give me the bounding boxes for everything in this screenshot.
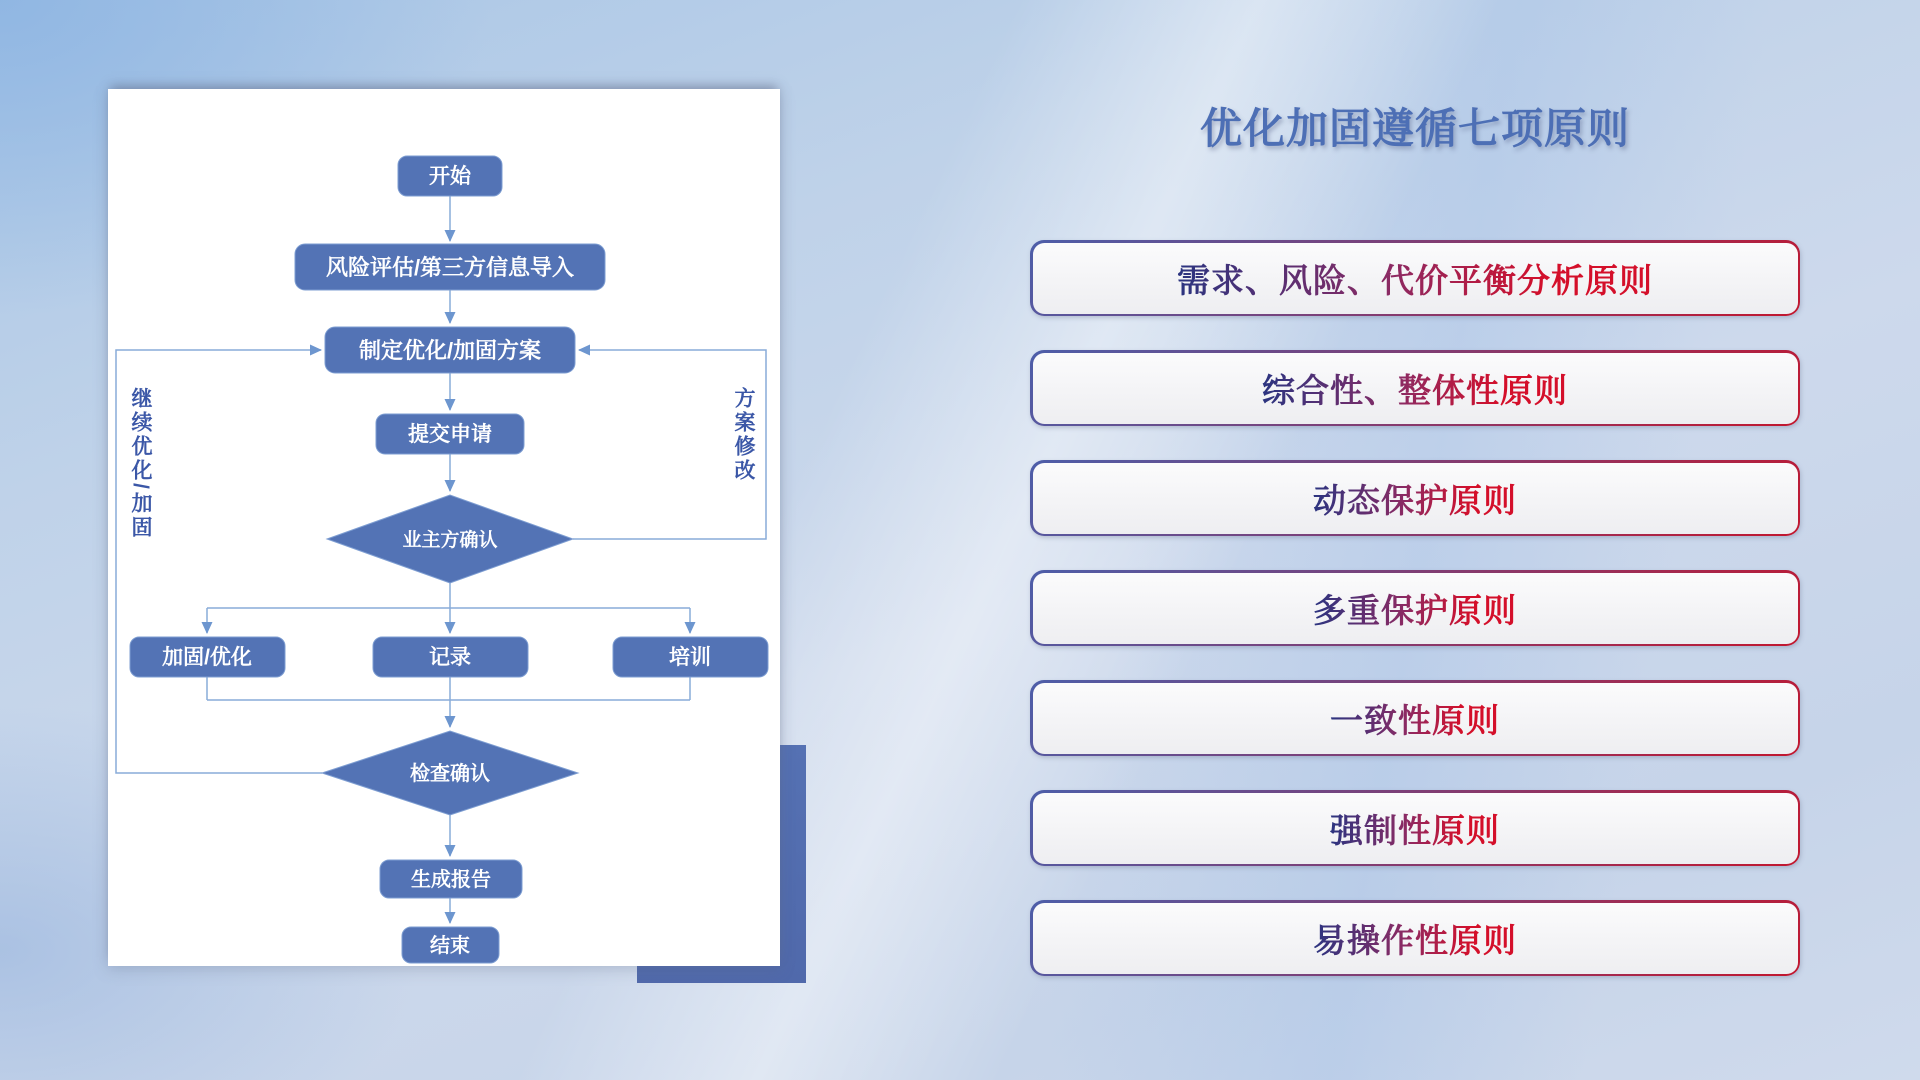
node-start-label: 开始 bbox=[429, 165, 471, 188]
flowchart bbox=[108, 89, 780, 966]
node-training-label: 培训 bbox=[669, 646, 711, 669]
panel-title: 优化加固遵循七项原则 bbox=[1199, 105, 1630, 152]
principles-panel bbox=[1030, 0, 1800, 1080]
principle-text: 易操作性原则 bbox=[1313, 915, 1517, 962]
principle-text: 多重保护原则 bbox=[1313, 585, 1517, 632]
node-submit-label: 提交申请 bbox=[408, 423, 492, 446]
principle-text: 强制性原则 bbox=[1330, 805, 1500, 852]
node-plan-label: 制定优化/加固方案 bbox=[358, 338, 542, 363]
node-record-label: 记录 bbox=[429, 646, 471, 669]
principle-item bbox=[1030, 680, 1800, 756]
principle-text: 动态保护原则 bbox=[1313, 475, 1517, 522]
principle-item bbox=[1030, 900, 1800, 976]
principle-text: 综合性、整体性原则 bbox=[1262, 365, 1568, 412]
principle-text: 需求、风险、代价平衡分析原则 bbox=[1177, 255, 1653, 302]
node-owner-confirm-label: 业主方确认 bbox=[402, 530, 498, 551]
principle-text: 一致性原则 bbox=[1330, 695, 1500, 742]
principle-item bbox=[1030, 790, 1800, 866]
principles-list bbox=[1030, 240, 1800, 976]
principle-item bbox=[1030, 350, 1800, 426]
principle-item bbox=[1030, 240, 1800, 316]
node-report-label: 生成报告 bbox=[411, 869, 491, 891]
principle-item bbox=[1030, 570, 1800, 646]
loop-label-continue-optimize: 继续优化/加固 bbox=[129, 387, 152, 540]
node-end-label: 结束 bbox=[430, 935, 470, 957]
node-reinforce-label: 加固/优化 bbox=[162, 646, 252, 669]
node-check-confirm-label: 检查确认 bbox=[410, 763, 490, 785]
principle-item bbox=[1030, 460, 1800, 536]
flowchart-card bbox=[108, 89, 780, 966]
loop-label-plan-revision: 方案修改 bbox=[732, 387, 755, 483]
node-risk-label: 风险评估/第三方信息导入 bbox=[325, 255, 575, 280]
